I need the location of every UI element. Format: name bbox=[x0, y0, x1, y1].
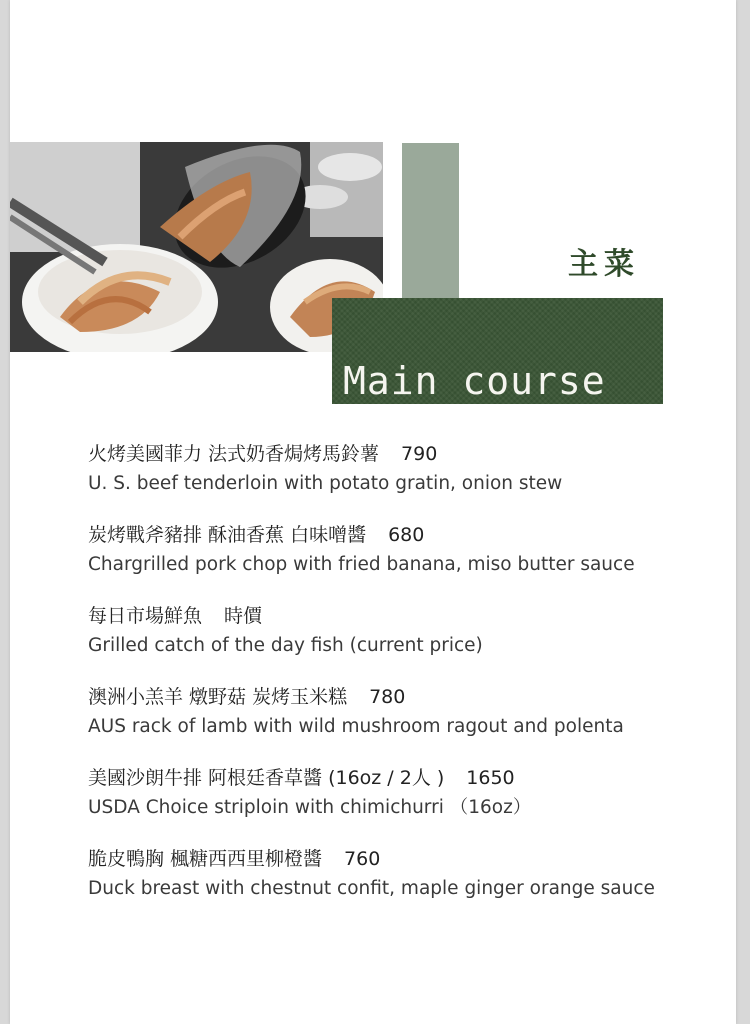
menu-page bbox=[10, 0, 736, 1024]
dish-name-en: AUS rack of lamb with wild mushroom ragout and polenta bbox=[88, 716, 624, 737]
dish-name-zh: 每日市場鮮魚 bbox=[88, 605, 203, 627]
menu-item bbox=[88, 439, 728, 520]
dish-name-zh: 美國沙朗牛排 阿根廷香草醬 (16oz / 2人 ) bbox=[88, 767, 445, 789]
menu-item-name-zh bbox=[88, 682, 728, 712]
dish-price: 時價 bbox=[224, 605, 263, 627]
dish-name-zh: 澳洲小羔羊 燉野菇 炭烤玉米糕 bbox=[88, 686, 348, 708]
dish-name-zh: 火烤美國菲力 法式奶香焗烤馬鈴薯 bbox=[88, 443, 380, 465]
menu-item-name-zh bbox=[88, 763, 728, 793]
dish-name-en: Grilled catch of the day fish (current price) bbox=[88, 635, 483, 656]
dish-price: 1650 bbox=[466, 767, 515, 789]
dish-price: 790 bbox=[401, 443, 438, 465]
dish-name-en: U. S. beef tenderloin with potato gratin, onion stew bbox=[88, 473, 563, 494]
dish-price: 780 bbox=[369, 686, 406, 708]
menu-item bbox=[88, 520, 728, 601]
menu-item-name-zh bbox=[88, 439, 728, 469]
menu-item-name-zh bbox=[88, 520, 728, 550]
menu-item bbox=[88, 763, 728, 844]
menu-item-name-zh bbox=[88, 601, 728, 631]
food-photo-illustration bbox=[10, 142, 383, 352]
section-title-english: Main course bbox=[343, 359, 606, 403]
menu-list bbox=[88, 439, 728, 925]
menu-item bbox=[88, 682, 728, 763]
dish-name-en: USDA Choice striploin with chimichurri （16oz） bbox=[88, 797, 532, 818]
menu-item-name-zh bbox=[88, 844, 728, 874]
food-photo bbox=[10, 142, 383, 352]
dish-price: 760 bbox=[344, 848, 381, 870]
menu-item bbox=[88, 844, 728, 925]
dish-price: 680 bbox=[388, 524, 425, 546]
dish-name-zh: 炭烤戰斧豬排 酥油香蕉 白味噌醬 bbox=[88, 524, 367, 546]
menu-item bbox=[88, 601, 728, 682]
dish-name-en: Chargrilled pork chop with fried banana, miso butter sauce bbox=[88, 554, 635, 575]
section-title-chinese: 主菜 bbox=[568, 247, 640, 282]
decor-light-green-block bbox=[402, 143, 459, 303]
dish-name-zh: 脆皮鴨胸 楓糖西西里柳橙醬 bbox=[88, 848, 323, 870]
dish-name-en: Duck breast with chestnut confit, maple ginger orange sauce bbox=[88, 878, 655, 899]
